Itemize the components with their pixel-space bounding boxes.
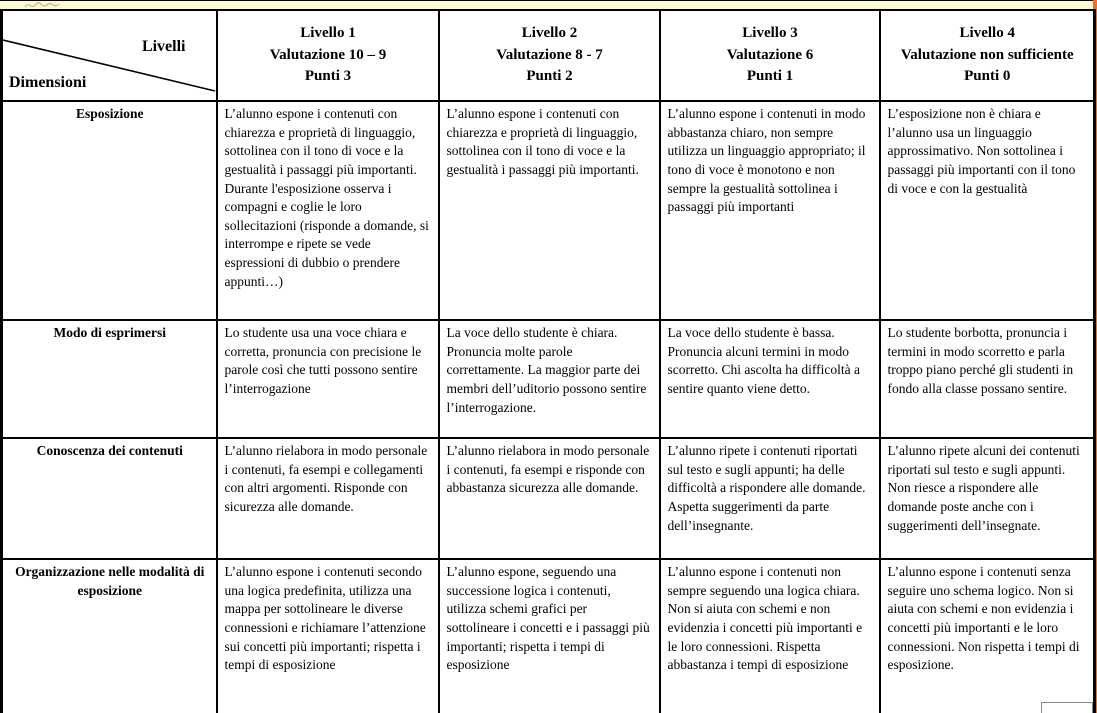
level-title: Livello 3 (742, 24, 798, 41)
cell-organizzazione-l4: L’alunno espone i contenuti senza seguire uno schema logico. Non si aiuta con schemi e non evidenzia i concetti più importanti e le loro connessioni. Non rispetta i tempi di esposizione. (880, 559, 1095, 713)
corner-cell (2, 10, 217, 101)
row-label-organizzazione: Organizzazione nelle modalità di esposizione (2, 559, 217, 713)
level-punti: Punti 1 (746, 68, 794, 85)
header-level-2 (439, 10, 660, 101)
level-title: Livello 1 (300, 24, 356, 41)
header-row (2, 10, 1095, 101)
row-label-conoscenza: Conoscenza dei contenuti (2, 438, 217, 559)
cell-modo-l2: La voce dello studente è chiara. Pronuncia molte parole correttamente. La maggior parte dei membri dell’uditorio possono sentire l’interrogazione. (439, 320, 660, 438)
level-valutazione: Valutazione non sufficiente (900, 46, 1074, 63)
cell-organizzazione-l2: L’alunno espone, seguendo una successione logica i contenuti, utilizza schemi grafici per sottolineare i concetti e i passaggi più importanti; rispetta i tempi di esposizione (439, 559, 660, 713)
row-label-modo-di-esprimersi: Modo di esprimersi (2, 320, 217, 438)
level-valutazione: Valutazione 8 - 7 (496, 46, 603, 63)
table-row-conoscenza (2, 438, 1095, 559)
cell-esposizione-l3: L’alunno espone i contenuti in modo abbastanza chiaro, non sempre utilizza un linguaggio appropriato; il tono di voce è monotono e non sempre la gestualità sottolinea i passaggi più importanti (660, 101, 880, 320)
cell-modo-l4: Lo studente borbotta, pronuncia i termini in modo scorretto e parla troppo piano perché gli studenti in fondo alla classe possano sentire. (880, 320, 1095, 438)
table-row-esposizione (2, 101, 1095, 320)
cell-modo-l1: Lo studente usa una voce chiara e corretta, pronuncia con precisione le parole così che tutti possono sentire l’interrogazione (217, 320, 439, 438)
top-strip (0, 0, 1093, 9)
cell-conoscenza-l4: L’alunno ripete alcuni dei contenuti riportati sul testo e sugli appunti. Non riesce a rispondere alle domande poste anche con i suggerimenti dell’insegnate. (880, 438, 1095, 559)
level-title: Livello 2 (521, 24, 578, 41)
cell-organizzazione-l1: L’alunno espone i contenuti secondo una logica predefinita, utilizza una mappa per sottolineare le diverse connessioni e richiamare l’attenzione sui concetti più importanti; rispetta i tempi di esposizione (217, 559, 439, 713)
cell-esposizione-l1: L’alunno espone i contenuti con chiarezza e proprietà di linguaggio, sottolinea con il tono di voce e la gestualità i passaggi più importanti. Durante l'esposizione osserva i compagni e coglie le loro sollecitazioni (risponde a domande, si interrompe e ripete se vede espressioni di dubbio o prendere appunti…) (217, 101, 439, 320)
table-row-organizzazione (2, 559, 1095, 713)
corner-label-livelli: Livelli (141, 38, 186, 55)
header-level-4 (880, 10, 1095, 101)
row-label-esposizione: Esposizione (2, 101, 217, 320)
rubric-table (0, 9, 1096, 713)
cell-conoscenza-l1: L’alunno rielabora in modo personale i contenuti, fa esempi e collegamenti con altri argomenti. Risponde con sicurezza alle domande. (217, 438, 439, 559)
table-row-modo-di-esprimersi (2, 320, 1095, 438)
level-valutazione: Valutazione 10 – 9 (269, 46, 387, 63)
header-level-1 (217, 10, 439, 101)
level-punti: Punti 2 (526, 68, 573, 85)
cell-esposizione-l2: L’alunno espone i contenuti con chiarezza e proprietà di linguaggio, sottolinea con il tono di voce e la gestualità i passaggi più importanti. (439, 101, 660, 320)
level-valutazione: Valutazione 6 (726, 46, 814, 63)
cell-conoscenza-l2: L’alunno rielabora in modo personale i contenuti, fa esempi e risponde con abbastanza sicurezza alle domande. (439, 438, 660, 559)
partial-ui-box (1041, 702, 1093, 713)
corner-label-dimensioni: Dimensioni (9, 73, 87, 91)
level-title: Livello 4 (959, 24, 1015, 41)
header-level-3 (660, 10, 880, 101)
cell-esposizione-l4: L’esposizione non è chiara e l’alunno usa un linguaggio approssimativo. Non sottolinea i passaggi più importanti con il tono di voce e con la gestualità (880, 101, 1095, 320)
cell-modo-l3: La voce dello studente è bassa. Pronuncia alcuni termini in modo scorretto. Chi ascolta ha difficoltà a sentire quanto viene detto. (660, 320, 880, 438)
cell-conoscenza-l3: L’alunno ripete i contenuti riportati sul testo e sugli appunti; ha delle difficoltà a rispondere alle domande. Aspetta suggerimenti da parte dell’insegnante. (660, 438, 880, 559)
cell-organizzazione-l3: L’alunno espone i contenuti non sempre seguendo una logica chiara. Non si aiuta con schemi e non evidenzia i concetti più importanti e le loro connessioni. Rispetta abbastanza i tempi di esposizione (660, 559, 880, 713)
artifact-scribble (24, 2, 68, 9)
level-punti: Punti 0 (964, 68, 1011, 85)
level-punti: Punti 3 (304, 68, 352, 85)
